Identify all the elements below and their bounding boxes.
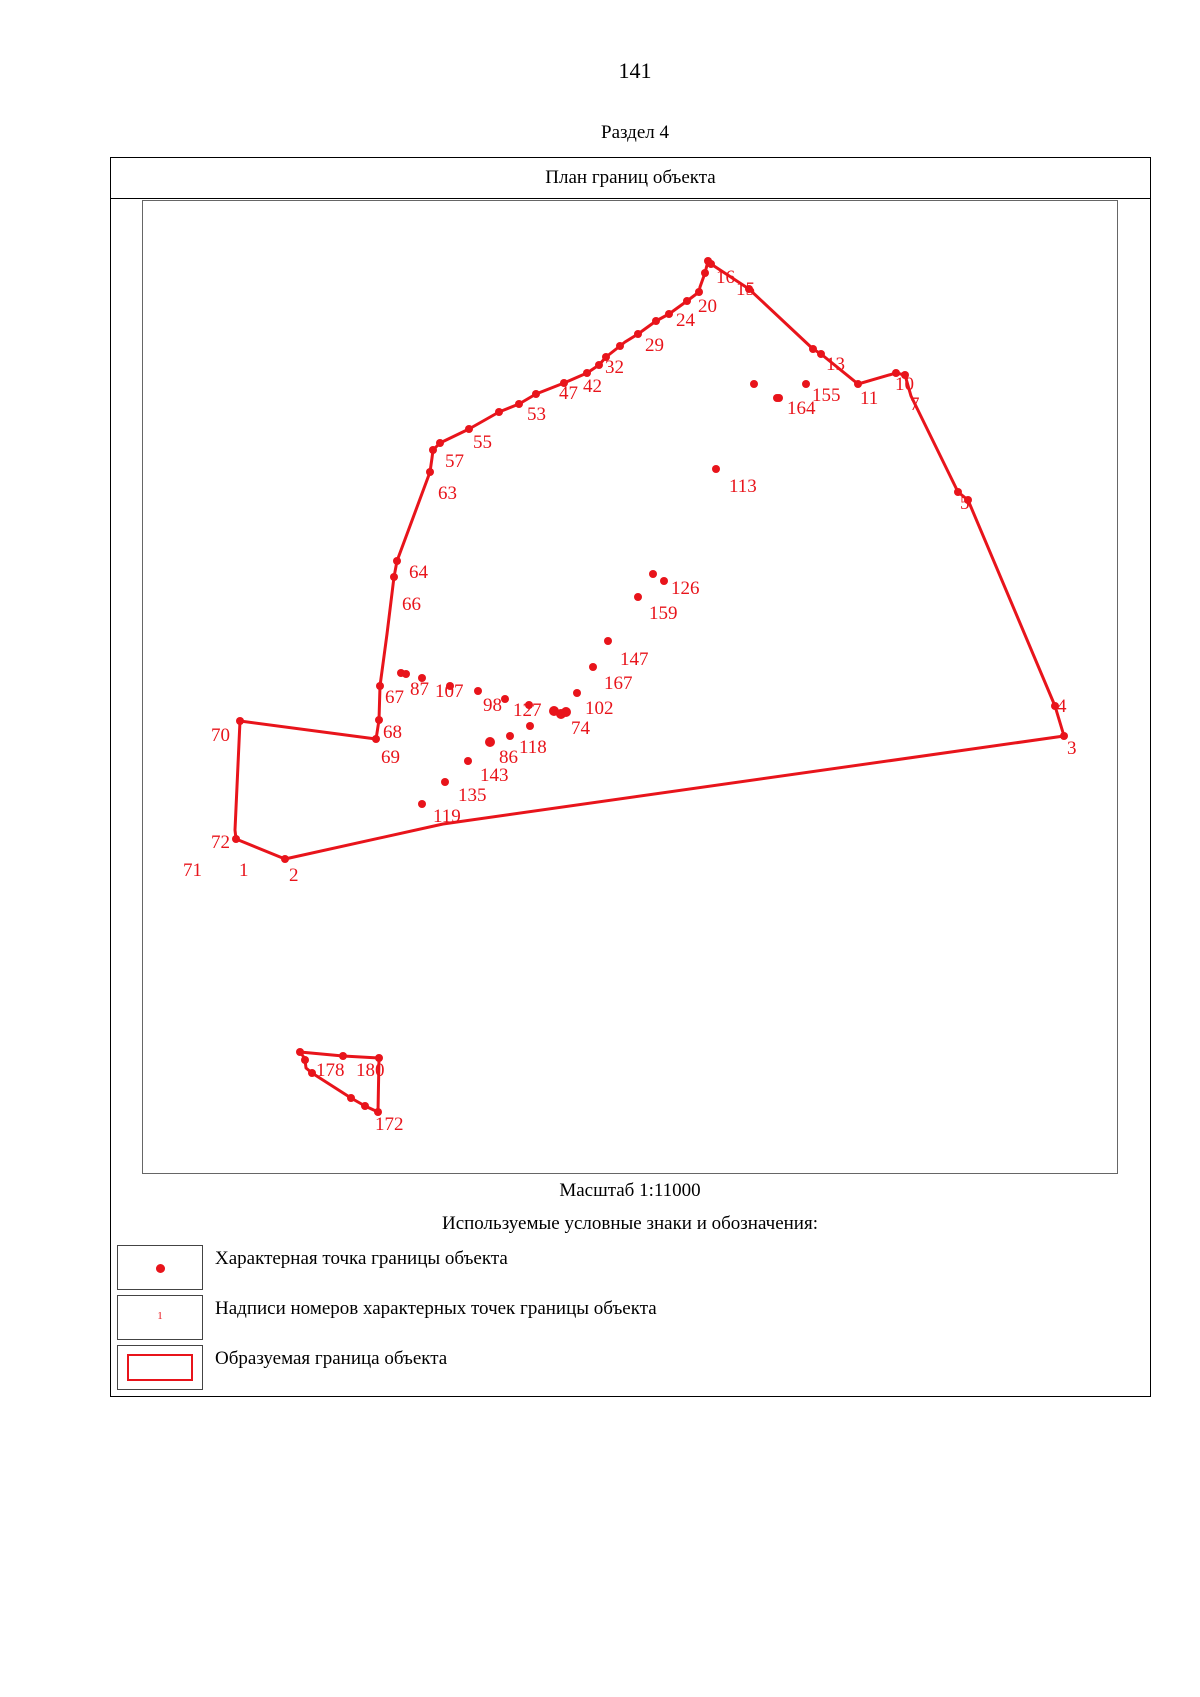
point-label: 172 <box>375 1114 404 1135</box>
boundary-point <box>634 330 642 338</box>
boundary-point <box>649 570 657 578</box>
point-label: 86 <box>499 747 518 768</box>
point-label: 143 <box>480 765 509 786</box>
point-label: 24 <box>676 310 695 331</box>
point-label: 159 <box>649 603 678 624</box>
point-label: 57 <box>445 451 464 472</box>
point-number-sample: 1 <box>157 1310 163 1322</box>
point-label: 68 <box>383 722 402 743</box>
point-label: 2 <box>289 865 299 886</box>
boundary-point <box>750 380 758 388</box>
boundary-point <box>712 465 720 473</box>
boundary-point <box>426 468 434 476</box>
boundary-point <box>604 637 612 645</box>
point-label: 72 <box>211 832 230 853</box>
boundary-point <box>515 400 523 408</box>
boundary-point <box>595 361 603 369</box>
point-label: 4 <box>1057 696 1067 717</box>
boundary-point <box>436 439 444 447</box>
boundary-point <box>660 577 668 585</box>
point-label: 67 <box>385 687 404 708</box>
point-number-labels <box>183 267 1077 1135</box>
boundary-point <box>372 735 380 743</box>
boundary-point <box>441 778 449 786</box>
legend-title: Используемые условные знаки и обозначения: <box>441 1213 818 1234</box>
point-label: 20 <box>698 296 717 317</box>
legend-point-label: Характерная точка границы объекта <box>215 1248 508 1269</box>
boundary-point <box>665 310 673 318</box>
boundary-point <box>683 297 691 305</box>
point-label: 7 <box>910 394 920 415</box>
boundary-point <box>301 1056 309 1064</box>
legend-point-symbol <box>117 1245 203 1290</box>
boundary-point <box>393 557 401 565</box>
boundary-point <box>418 800 426 808</box>
boundary-point <box>854 380 862 388</box>
point-label: 11 <box>860 388 879 409</box>
boundary-point <box>296 1048 304 1056</box>
boundary-point <box>634 593 642 601</box>
point-label: 119 <box>433 806 461 827</box>
section-title: Раздел 4 <box>601 122 669 143</box>
point-label: 102 <box>585 698 614 719</box>
boundary-point <box>376 682 384 690</box>
boundary-point <box>526 722 534 730</box>
boundary-point <box>485 737 495 747</box>
boundary-point <box>532 390 540 398</box>
point-label: 55 <box>473 432 492 453</box>
boundary-point <box>281 855 289 863</box>
boundary-point <box>573 689 581 697</box>
point-label: 164 <box>787 398 816 419</box>
boundary-point <box>589 663 597 671</box>
point-label: 98 <box>483 695 502 716</box>
point-label: 180 <box>356 1060 385 1081</box>
point-label: 1 <box>239 860 249 881</box>
boundary-point <box>701 269 709 277</box>
point-label: 64 <box>409 562 428 583</box>
point-label: 74 <box>571 718 590 739</box>
point-label: 126 <box>671 578 700 599</box>
boundary-point <box>232 835 240 843</box>
legend-boundary-label: Образуемая граница объекта <box>215 1348 448 1369</box>
boundary-point <box>390 573 398 581</box>
point-label: 66 <box>402 594 421 615</box>
legend-boundary-symbol <box>117 1345 203 1390</box>
point-label: 147 <box>620 649 649 670</box>
point-label: 167 <box>604 673 633 694</box>
point-label: 16 <box>716 267 735 288</box>
point-label: 69 <box>381 747 400 768</box>
boundary-point <box>402 670 410 678</box>
boundary-point <box>809 345 817 353</box>
point-label: 15 <box>736 279 755 300</box>
boundary-point <box>775 394 783 402</box>
point-label: 32 <box>605 357 624 378</box>
boundary-point <box>561 707 571 717</box>
point-label: 10 <box>895 374 914 395</box>
point-label: 107 <box>435 681 464 702</box>
point-label: 29 <box>645 335 664 356</box>
point-label: 118 <box>519 737 547 758</box>
legend-number-label: Надписи номеров характерных точек границы объекта <box>215 1298 657 1319</box>
point-label: 135 <box>458 785 487 806</box>
boundary-point <box>802 380 810 388</box>
boundary-point <box>236 717 244 725</box>
plan-title: План границ объекта <box>111 158 1150 199</box>
point-label: 63 <box>438 483 457 504</box>
point-label: 127 <box>513 700 542 721</box>
map-scale: Масштаб 1:11000 <box>559 1180 701 1201</box>
point-label: 47 <box>559 383 578 404</box>
boundary-point <box>495 408 503 416</box>
boundary-point <box>308 1069 316 1077</box>
point-label: 71 <box>183 860 202 881</box>
legend-number-symbol <box>117 1295 203 1340</box>
boundary-point <box>429 446 437 454</box>
boundary-point <box>474 687 482 695</box>
point-label: 42 <box>583 376 602 397</box>
point-label: 5 <box>960 493 970 514</box>
boundary-point <box>707 260 715 268</box>
boundary-rect-icon <box>127 1354 193 1381</box>
point-label: 113 <box>729 476 757 497</box>
boundary-point <box>501 695 509 703</box>
boundary-point <box>361 1102 369 1110</box>
boundary-point <box>465 425 473 433</box>
boundary-point <box>652 317 660 325</box>
point-label: 87 <box>410 679 429 700</box>
boundary-point <box>817 350 825 358</box>
boundary-point-icon <box>156 1264 165 1273</box>
boundary-map-svg <box>143 201 1119 1175</box>
point-label: 13 <box>826 354 845 375</box>
point-label: 53 <box>527 404 546 425</box>
boundary-point <box>695 288 703 296</box>
boundary-point <box>347 1094 355 1102</box>
point-label: 178 <box>316 1060 345 1081</box>
point-label: 70 <box>211 725 230 746</box>
boundary-point <box>506 732 514 740</box>
boundary-points <box>232 257 1068 1116</box>
point-label: 155 <box>812 385 841 406</box>
point-label: 3 <box>1067 738 1077 759</box>
boundary-point <box>339 1052 347 1060</box>
boundary-map <box>142 200 1118 1174</box>
boundary-point <box>464 757 472 765</box>
boundary-point <box>616 342 624 350</box>
boundary-point <box>375 716 383 724</box>
page-number: 141 <box>618 58 652 83</box>
